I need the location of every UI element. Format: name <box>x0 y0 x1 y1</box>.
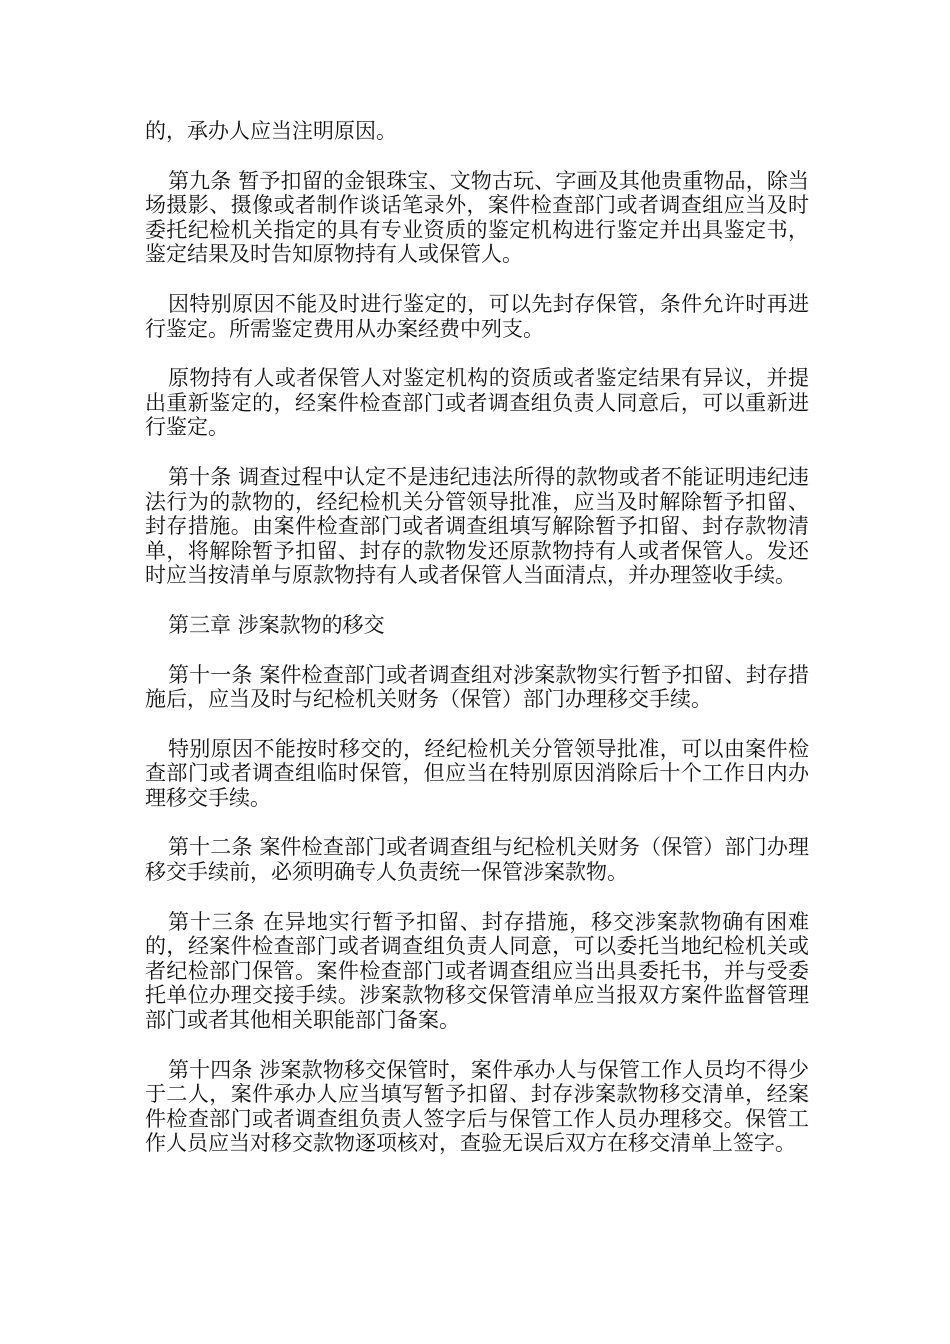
chapter-heading: 第三章 涉案款物的移交 <box>168 612 385 637</box>
paragraph-article-9-delay: 因特别原因不能及时进行鉴定的，可以先封存保管，条件允许时再进行鉴定。所需鉴定费用从办案经费中列支。 <box>145 291 809 341</box>
paragraph-article-11: 第十一条 案件检查部门或者调查组对涉案款物实行暂予扣留、封存措施后，应当及时与纪检机关财务（保管）部门办理移交手续。 <box>145 662 809 712</box>
paragraph-article-12: 第十二条 案件检查部门或者调查组与纪检机关财务（保管）部门办理移交手续前，必须明确专人负责统一保管涉案款物。 <box>145 835 809 885</box>
paragraph-article-9-objection: 原物持有人或者保管人对鉴定机构的资质或者鉴定结果有异议，并提出重新鉴定的，经案件检查部门或者调查组负责人同意后，可以重新进行鉴定。 <box>145 366 809 440</box>
paragraph-article-14: 第十四条 涉案款物移交保管时，案件承办人与保管工作人员均不得少于二人，案件承办人应当填写暂予扣留、封存涉案款物移交清单，经案件检查部门或者调查组负责人签字后与保管工作人员办理移交。保管工作人员应当对移交款物逐项核对，查验无误后双方在移交清单上签字。 <box>145 1057 809 1156</box>
paragraph-article-10: 第十条 调查过程中认定不是违纪违法所得的款物或者不能证明违纪违法行为的款物的，经纪检机关分管领导批准，应当及时解除暂予扣留、封存措施。由案件检查部门或者调查组填写解除暂予扣留、封存款物清单，将解除暂予扣留、封存的款物发还原款物持有人或者保管人。发还时应当按清单与原款物持有人或者保管人当面清点，并办理签收手续。 <box>145 464 809 588</box>
paragraph-continuation: 的，承办人应当注明原因。 <box>145 119 397 143</box>
paragraph-article-9: 第九条 暂予扣留的金银珠宝、文物古玩、字画及其他贵重物品，除当场摄影、摄像或者制作谈话笔录外，案件检查部门或者调查组应当及时委托纪检机关指定的具有专业资质的鉴定机构进行鉴定并出具鉴定书，鉴定结果及时告知原物持有人或保管人。 <box>145 168 809 267</box>
paragraph-article-11-exception: 特别原因不能按时移交的，经纪检机关分管领导批准，可以由案件检查部门或者调查组临时保管，但应当在特别原因消除后十个工作日内办理移交手续。 <box>145 736 809 810</box>
document-body <box>145 119 809 1181</box>
paragraph-article-13: 第十三条 在异地实行暂予扣留、封存措施，移交涉案款物确有困难的，经案件检查部门或者调查组负责人同意，可以委托当地纪检机关或者纪检部门保管。案件检查部门或者调查组应当出具委托书，并与受委托单位办理交接手续。涉案款物移交保管清单应当报双方案件监督管理部门或者其他相关职能部门备案。 <box>145 909 809 1033</box>
